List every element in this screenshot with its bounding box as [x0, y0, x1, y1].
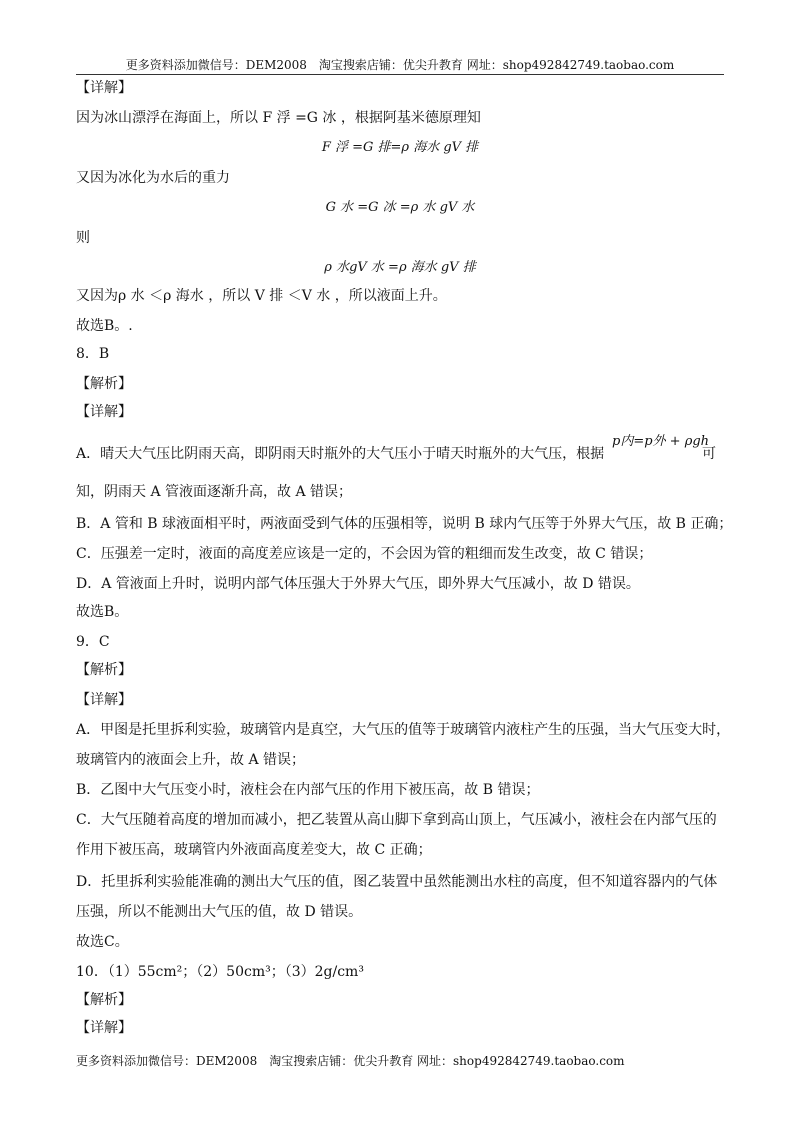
equation: F 浮 =G 排=ρ 海水 gV 排 — [321, 140, 479, 155]
question-answer: 8．B — [76, 346, 110, 362]
section-label-detail: 【详解】 — [76, 692, 132, 708]
question-answer: 9．C — [76, 634, 110, 650]
question-answer: 10．（1）55cm²；（2）50cm³；（3）2g/cm³ — [76, 964, 364, 980]
text-line: 作用下被压高，玻璃管内外液面高度差变大，故 C 正确； — [76, 842, 432, 858]
text-line: 可 — [702, 446, 716, 462]
text-line: 玻璃管内的液面会上升，故 A 错误； — [76, 752, 306, 768]
section-label-detail: 【详解】 — [76, 1020, 132, 1036]
section-label-analysis: 【解析】 — [76, 662, 132, 678]
text-line: 又因为冰化为水后的重力 — [76, 170, 230, 186]
section-label-analysis: 【解析】 — [76, 992, 132, 1008]
equation: G 水 =G 冰 =ρ 水 gV 水 — [325, 200, 475, 215]
section-label-analysis: 【解析】 — [76, 376, 132, 392]
text-line: B．A 管和 B 球液面相平时，两液面受到气体的压强相等，说明 B 球内气压等于外界大气压，故 B 正确； — [76, 516, 733, 532]
text-line: A．晴天大气压比阴雨天高，即阴雨天时瓶外的大气压小于晴天时瓶外的大气压，根据 — [76, 446, 605, 462]
text-line: C．大气压随着高度的增加而减小，把乙装置从高山脚下拿到高山顶上，气压减小，液柱会在内部气压的 — [76, 812, 717, 828]
text-line: 则 — [76, 230, 90, 246]
text-line: D．托里拆利实验能准确的测出大气压的值，图乙装置中虽然能测出水柱的高度，但不知道容器内的气体 — [76, 874, 718, 890]
page-header: 更多资料添加微信号：DEM2008 淘宝搜索店铺：优尖升教育 网址：shop492842749.taobao.com — [125, 58, 675, 72]
section-label-detail: 【详解】 — [76, 404, 132, 420]
text-line: 压强，所以不能测出大气压的值，故 D 错误。 — [76, 904, 363, 920]
text-line: C．压强差一定时，液面的高度差应该是一定的，不会因为管的粗细而发生改变，故 C 错误； — [76, 546, 653, 562]
header-rule — [76, 74, 724, 75]
text-line: 又因为ρ 水 ＜ρ 海水 ，所以 V 排 ＜V 水 ，所以液面上升。 — [76, 288, 447, 304]
text-line: 故选B。 — [76, 604, 129, 620]
text-line: 知，阴雨天 A 管液面逐渐升高，故 A 错误； — [76, 484, 353, 500]
text-line: B．乙图中大气压变小时，液柱会在内部气压的作用下被压高，故 B 错误； — [76, 782, 540, 798]
text-line: A．甲图是托里拆利实验，玻璃管内是真空，大气压的值等于玻璃管内液柱产生的压强，当大气压变大时， — [76, 722, 731, 738]
section-label-detail: 【详解】 — [76, 80, 132, 96]
text-line: D．A 管液面上升时，说明内部气体压强大于外界大气压，即外界大气压减小，故 D 错误。 — [76, 576, 640, 592]
text-line: 故选B。. — [76, 318, 133, 334]
text-line: 故选C。 — [76, 934, 129, 950]
equation: ρ 水gV 水 =ρ 海水 gV 排 — [324, 260, 476, 275]
pressure-formula: p内=p外 + ρgh — [612, 434, 710, 449]
text-line: 因为冰山漂浮在海面上，所以 F 浮 =G 冰 ，根据阿基米德原理知 — [76, 110, 481, 126]
page-footer: 更多资料添加微信号：DEM2008 淘宝搜索店铺：优尖升教育 网址：shop492842749.taobao.com — [76, 1054, 625, 1068]
